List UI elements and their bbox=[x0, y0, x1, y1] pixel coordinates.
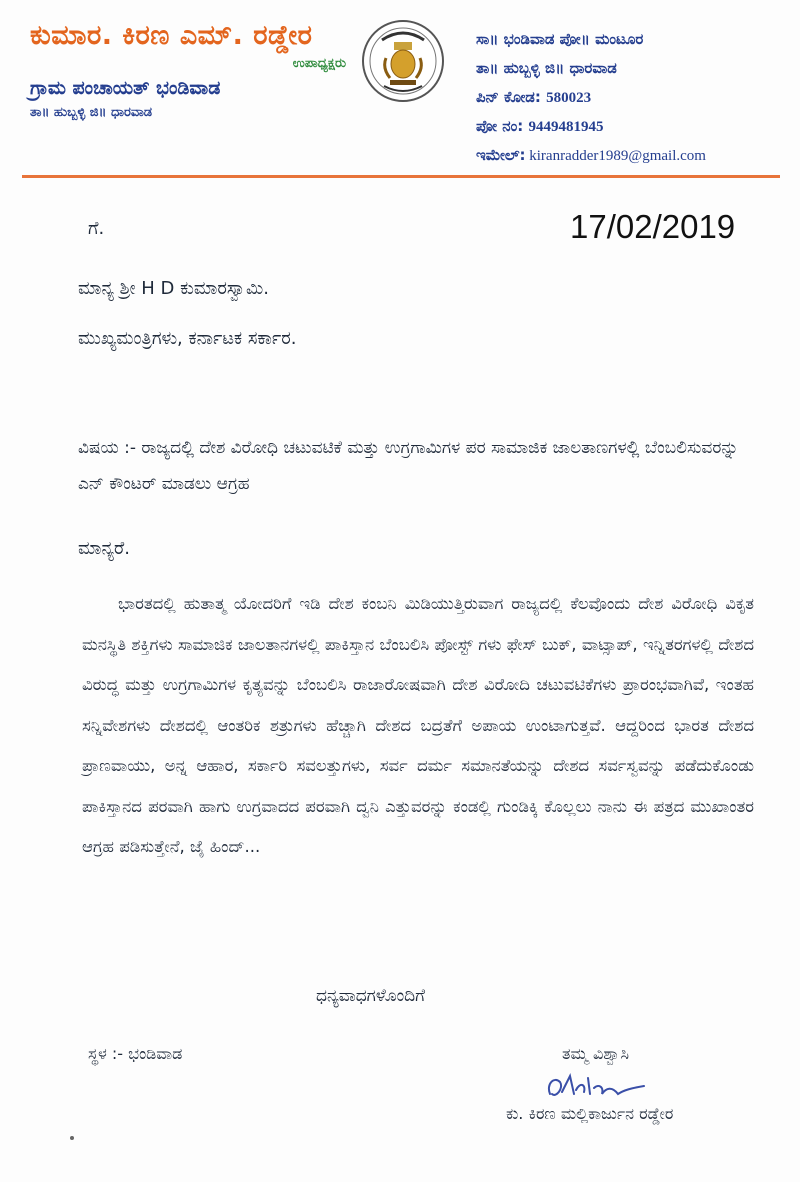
letterhead-divider bbox=[22, 175, 780, 178]
yours-faithfully: ತಮ್ಮ ವಿಶ್ವಾಸಿ bbox=[562, 1044, 630, 1063]
karnataka-emblem-icon bbox=[360, 18, 446, 104]
phone bbox=[476, 117, 776, 146]
salutation: ಮಾನ್ಯರೆ. bbox=[78, 538, 130, 559]
letter-place: ಸ್ಥಳ :- ಭಂಡಿವಾಡ bbox=[88, 1044, 183, 1063]
letter-date: 17/02/2019 bbox=[570, 208, 736, 245]
address-line-1: ಸಾ॥ ಭಂಡಿವಾಡ ಪೋ॥ ಮಂಟೂರ bbox=[476, 30, 644, 48]
sender-place: ತಾ॥ ಹುಬ್ಬಳ್ಳಿ ಜಿ॥ ಧಾರವಾಡ bbox=[30, 105, 153, 120]
letterhead-left bbox=[30, 20, 360, 120]
phone-label: ಪೋ ನಂ: bbox=[476, 117, 524, 135]
to-label: ಗೆ. bbox=[88, 218, 105, 239]
addressee: ಮಾನ್ಯ ಶ್ರೀ H D ಕುಮಾರಸ್ವಾಮಿ. bbox=[78, 278, 269, 299]
sender-panchayat: ಗ್ರಾಮ ಪಂಚಾಯತ್ ಭಂಡಿವಾಡ bbox=[30, 77, 221, 99]
closing-thanks: ಧನ್ಯವಾಧಗಳೊಂದಿಗೆ bbox=[316, 986, 426, 1006]
pin-value: 580023 bbox=[546, 90, 592, 106]
sender-name: ಕುಮಾರ. ಕಿರಣ ಎಮ್. ರಡ್ಡೇರ bbox=[30, 20, 313, 51]
email-label: ಇಮೇಲ್: bbox=[476, 146, 526, 164]
email-value: kiranradder1989@gmail.com bbox=[529, 148, 706, 164]
signer-name: ಕು. ಕಿರಣ ಮಲ್ಲಿಕಾರ್ಜುನ ರಡ್ಡೇರ bbox=[506, 1104, 674, 1123]
letter-subject: ವಿಷಯ :- ರಾಜ್ಯದಲ್ಲಿ ದೇಶ ವಿರೋಧಿ ಚಟುವಟಿಕೆ ಮತ್ತು ಉಗ್ರಗಾಮಿಗಳ ಪರ ಸಾಮಾಜಿಕ ಜಾಲತಾಣಗಳಲ್ಲಿ ಬೆಂಬಲಿಸುವರನ್ನು ಎನ್ ಕೌಂಟರ್ ಮಾಡಲು ಆಗ್ರಹ bbox=[78, 438, 739, 494]
stray-mark bbox=[70, 1136, 74, 1140]
sender-role: ಉಪಾಧ್ಯಕ್ಷರು bbox=[292, 56, 346, 71]
letterhead-right bbox=[476, 30, 776, 175]
pin-code bbox=[476, 88, 776, 117]
letter-body-text: ಭಾರತದಲ್ಲಿ ಹುತಾತ್ಮ ಯೋದರಿಗೆ ಇಡಿ ದೇಶ ಕಂಬನಿ ಮಿಡಿಯುತ್ತಿರುವಾಗ ರಾಜ್ಯದಲ್ಲಿ ಕೆಲವೊಂದು ದೇಶ ವಿರೋಧಿ ವಿಕೃತ ಮನಸ್ಥಿತಿ ಶಕ್ತಿಗಳು ಸಾಮಾಜಿಕ ಜಾಲತಾನಗಳಲ್ಲಿ ಪಾಕಿಸ್ತಾನ ಬೆಂಬಲಿಸಿ ಪೋಸ್ಟ್ ಗಳು ಫೇಸ್ ಬುಕ್, ವಾಟ್ಸಾಪ್, ಇನ್ನಿತರಗಳಲ್ಲಿ ದೇಶದ ವಿರುದ್ಧ ಮತ್ತು ಉಗ್ರಗಾಮಿಗಳ ಕೃತ್ಯವನ್ನು ಬೆಂಬಲಿಸಿ ರಾಜಾರೋಷವಾಗಿ ದೇಶ ವಿರೋದಿ ಚಟುವಟಿಕೆಗಳು ಪ್ರಾರಂಭವಾಗಿವೆ, ಇಂತಹ ಸನ್ನಿವೇಶಗಳು ದೇಶದಲ್ಲಿ ಆಂತರಿಕ ಶತ್ರುಗಳು ಹೆಚ್ಚಾಗಿ ದೇಶದ ಬದ್ರತೆಗೆ ಅಪಾಯ ಉಂಟಾಗುತ್ತವೆ. ಆದ್ದರಿಂದ ಭಾರತ ದೇಶದ ಪ್ರಾಣವಾಯು, ಅನ್ನ ಆಹಾರ, ಸರ್ಕಾರಿ ಸವಲತ್ತುಗಳು, ಸರ್ವ ದರ್ಮ ಸಮಾನತೆಯನ್ನು ದೇಶದ ಸರ್ವಸ್ವವನ್ನು ಪಡೆದುಕೊಂಡು ಪಾಕಿಸ್ತಾನದ ಪರವಾಗಿ ಹಾಗು ಉಗ್ರವಾದದ ಪರವಾಗಿ ದ್ವನಿ ಎತ್ತುವರನ್ನು ಕಂಡಲ್ಲಿ ಗುಂಡಿಕ್ಕಿ ಕೊಲ್ಲಲು ನಾನು ಈ ಪತ್ರದ ಮುಖಾಂತರ ಆಗ್ರಹ ಪಡಿಸುತ್ತೇನೆ, ಜೈ ಹಿಂದ್... bbox=[82, 594, 754, 856]
pin-label: ಪಿನ್ ಕೋಡ: bbox=[476, 88, 541, 106]
addressee-designation: ಮುಖ್ಯಮಂತ್ರಿಗಳು, ಕರ್ನಾಟಕ ಸರ್ಕಾರ. bbox=[78, 328, 297, 349]
letter-body bbox=[82, 584, 754, 868]
handwritten-signature-icon bbox=[540, 1064, 650, 1108]
address-line-2: ತಾ॥ ಹುಬ್ಬಳ್ಳಿ ಜಿ॥ ಧಾರವಾಡ bbox=[476, 59, 617, 77]
phone-value: 9449481945 bbox=[528, 119, 604, 135]
email bbox=[476, 146, 776, 175]
